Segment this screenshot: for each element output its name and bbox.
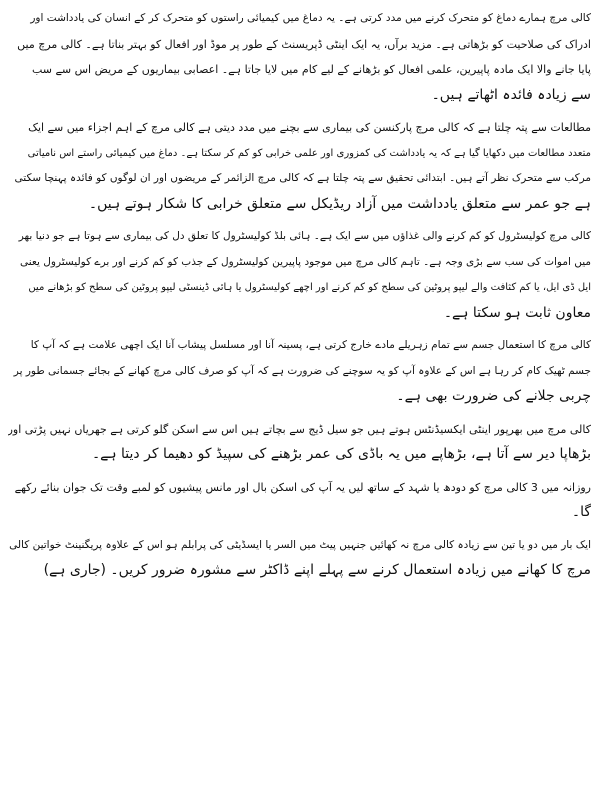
text-line: میں اموات کی سب سے بڑی وجہ ہے۔ تاہم کالی مرچ میں موجود پاپیرین کولیسٹرول کے جذب کو کم کرنے اور برے کولیسٹرول یعنی bbox=[20, 255, 591, 268]
text-line: کالی مرچ میں بھرپور اینٹی ایکسیڈنٹس ہوتے ہیں جو سیل ڈیج سے بچاتے ہیں اس سے اسکن گلو کرتی ہے جھریاں نہیں پڑتی اور bbox=[8, 422, 591, 436]
text-line: مرکب سے متحرک نظر آتے ہیں۔ ابتدائی تحقیق سے پتہ چلتا ہے کہ کالی مرچ الزائمر کے مریضوں اور ان لوگوں کو فائدہ پہنچا سکتی bbox=[14, 172, 591, 184]
text-line: بڑھاپا دیر سے آتا ہے، بڑھاپے میں یہ باڈی کی عمر بڑھنے کی سپیڈ کو دھیما کر دیتا ہے۔ bbox=[91, 446, 591, 462]
text-line: مرچ کا کھانے میں زیادہ استعمال کرنے سے پہلے اپنے ڈاکٹر سے مشورہ ضرور کریں۔ (جاری ہے) bbox=[43, 562, 591, 578]
paragraph-detox bbox=[8, 333, 591, 410]
text-line: ایل ڈی ایل، یا کم کثافت والے لیپو پروٹین کی سطح کو کم کرنے اور اچھے کولیسٹرول یا ہائی ڈینسٹی لیپو پروٹین کی سطح کو بڑھانے میں bbox=[28, 282, 591, 293]
text-line: پایا جانے والا ایک مادہ پاپیرین، علمی افعال کو بڑھانے کے لیے کام میں لایا جاتا ہے۔ اعصابی بیماریوں کے مریض اس سے سب bbox=[31, 63, 591, 76]
text-line: ادراک کی صلاحیت کو بڑھاتی ہے۔ مزید برآں، یہ ایک اینٹی ڈپریسنٹ کے طور پر موڈ اور افعال کو بہتر بناتا ہے۔ کالی مرچ میں bbox=[17, 37, 591, 51]
text-line: چربی جلانے کی ضرورت بھی ہے۔ bbox=[396, 388, 591, 404]
paragraph-antioxidants bbox=[8, 417, 591, 468]
paragraph-precautions bbox=[8, 533, 591, 584]
paragraph-parkinsons-alzheimers bbox=[8, 115, 591, 217]
paragraph-daily-usage bbox=[8, 475, 591, 526]
text-line: معاون ثابت ہو سکتا ہے۔ bbox=[443, 304, 591, 321]
text-line: گا۔ bbox=[571, 504, 591, 520]
text-line: جسم ٹھیک کام کر رہا ہے اس کے علاوہ آپ کو یہ سوچنے کی ضرورت ہے کہ آپ کو صرف کالی مرچ کھانے کے بجائے جسمانی طور پر bbox=[13, 364, 591, 377]
article-body bbox=[8, 0, 591, 584]
text-line: کالی مرچ کا استعمال جسم سے تمام زہریلے مادے خارج کرتی ہے، پسینہ آنا اور مسلسل پیشاب آنا ایک اچھی علامت ہے کہ آپ کا bbox=[30, 339, 591, 351]
text-line: روزانہ میں 3 کالی مرچ کو دودھ یا شہد کے ساتھ لیں یہ آپ کی اسکن بال اور مانس پیشیوں کو لمبے وقت تک جوان بنائے رکھے bbox=[14, 480, 591, 494]
text-line: مطالعات سے پتہ چلتا ہے کہ کالی مرچ پارکنسن کی بیماری سے بچنے میں مدد دیتی ہے کالی مرچ کے اہم اجزاء میں سے ایک bbox=[28, 121, 591, 134]
text-line: کالی مرچ کولیسٹرول کو کم کرنے والی غذاؤں میں سے ایک ہے۔ ہائی بلڈ کولیسٹرول کا تعلق دل کی بیماری سے ہوتا ہے جو دنیا بھر bbox=[18, 230, 591, 242]
paragraph-brain-memory bbox=[8, 6, 591, 108]
text-line: ہے جو عمر سے متعلق یادداشت میں آزاد ریڈیکل سے متعلق خرابی کا شکار ہوتے ہیں۔ bbox=[88, 195, 591, 212]
text-line: متعدد مطالعات میں دکھایا گیا ہے کہ یہ یادداشت کی کمزوری اور علمی خرابی کو کم کر سکتا ہے۔ دماغ میں کیمیائی راستے اس نامیاتی bbox=[27, 147, 591, 159]
paragraph-cholesterol bbox=[8, 224, 591, 326]
text-line: ایک بار میں دو یا تین سے زیادہ کالی مرچ نہ کھائیں جنہیں پیٹ میں السر یا ایسڈیٹی کی پرابلم ہو اس کے علاوہ پریگنینٹ خواتین کالی bbox=[9, 538, 591, 551]
text-line: سے زیادہ فائدہ اٹھاتے ہیں۔ bbox=[431, 86, 591, 103]
text-line: کالی مرچ ہمارے دماغ کو متحرک کرنے میں مدد کرتی ہے۔ یہ دماغ میں کیمیائی راستوں کو متحرک کر کے انسان کی یادداشت اور bbox=[30, 12, 591, 24]
